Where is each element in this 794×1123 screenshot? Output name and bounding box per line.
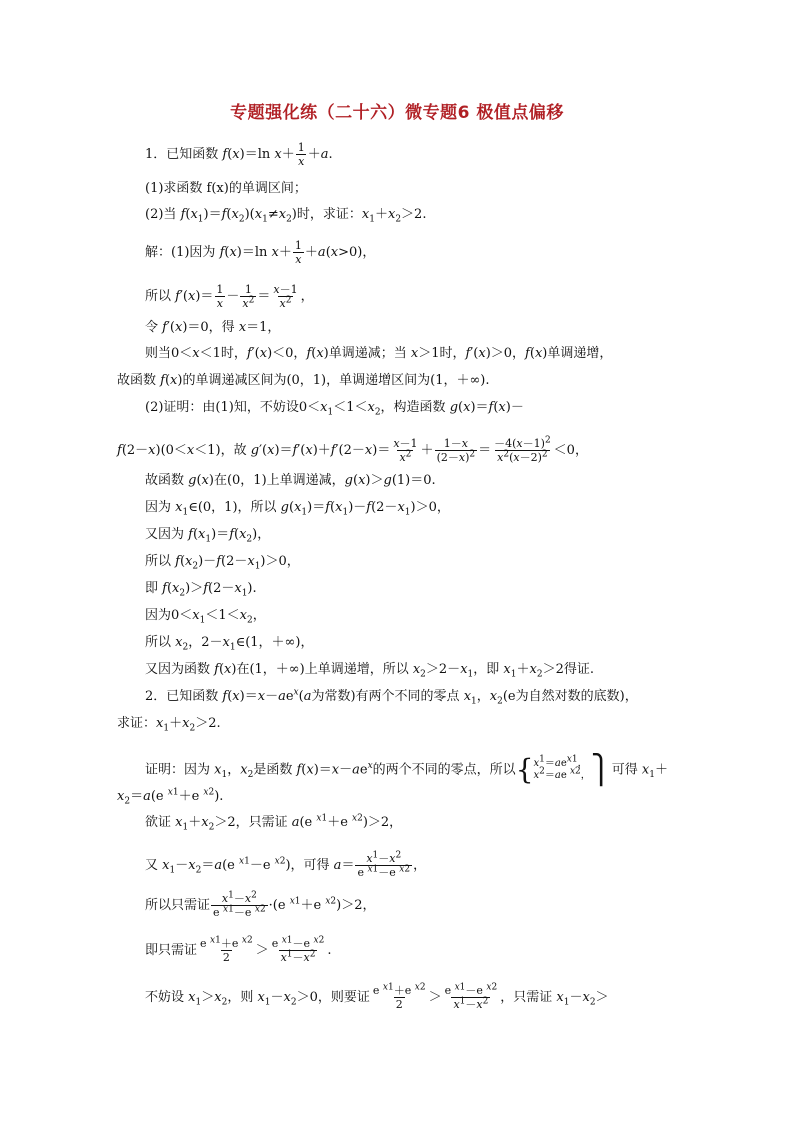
sol1-line7: f(2－x)(0＜x＜1)，故 g′(x)＝f′(x)＋f′(2－x)＝ $\frac{x-1}{x^2}$ ＋ $\frac{1-x}{(2-x)^2}$ ＝ $\frac{-4(x-1)^2}{x^2(x-2)^2}$ ＜0， <box>117 435 588 464</box>
sol1-line5: 故函数 f(x)的单调递减区间为(0，1)，单调递增区间为(1，＋∞). <box>117 373 490 388</box>
sol1-line2: 所以 f′(x)＝ $\frac{1}{x}$ － $\frac{1}{x^2}$ ＝ $\frac{x-1}{x^2}$ ， <box>145 283 314 310</box>
q1-part1: (1)求函数 f(x)的单调区间； <box>145 181 307 196</box>
sol1-line12: 即 $f(x_2)>f(2-x_1)$. <box>145 581 257 599</box>
sol2-line4: 又 $x_1-x_2=a(e$ $^{x1}$－e $^{x2}$)，可得 a＝ $\frac{x^1-x^2}{e ^{x1}-e ^{x2}}$ ， <box>145 850 427 879</box>
page-title: 专题强化练（二十六）微专题6 极值点偏移 <box>230 103 564 123</box>
q2-stem-cont: 求证：$x_1+x_2>2$. <box>117 716 221 734</box>
q2-stem: 2．已知函数 $f(x)=x-ae^x(a$为常数)有两个不同的零点 $x_1$，$x_2(e$为自然对数的底数)， <box>145 687 638 707</box>
sol1-line9: 因为 $x_1\in(0$，1)，所以 $g(x_1)=f(x_1)-f(2-x_1)>0$， <box>145 500 450 518</box>
sol1-line15: 又因为函数 f(x)在(1，＋∞)上单调递增，所以 $x_2>2-x_1$，即 $x_1+x_2>2$得证. <box>145 662 594 680</box>
sol2-line6: 即只需证 $\frac{e ^{x1}+e ^{x2}}{2}$ ＞ $\frac{e ^{x1}-e ^{x2}}{x^1-x^2}$ . <box>145 935 332 964</box>
sol2-line5: 所以只需证 $\frac{x^1-x^2}{e ^{x1}-e ^{x2}}$ ·(e $^{x1}$＋e $^{x2}$)＞2， <box>145 890 376 919</box>
sol1-line1: 解：(1)因为 f(x)＝ln x＋ $\frac{1}{x}$ ＋a(x>0)， <box>145 239 376 266</box>
sol1-line13: 因为$0<x_1<1<x_2$， <box>145 608 266 626</box>
sol2-line2: $x_2=a(e$ $^{x1}$＋e $^{x2}$). <box>117 787 224 807</box>
sol1-line3: 令 f′(x)＝0，得 x＝1， <box>145 320 281 335</box>
sol1-line11: 所以 $f(x_2)-f(2-x_1)>0$， <box>145 554 300 572</box>
sol1-line8: 故函数 g(x)在(0，1)上单调递减，g(x)＞g(1)＝0. <box>145 473 436 488</box>
sol2-line7: 不妨设 $x_1>x_2$，则 $x_1-x_2>0$，则要证 $\frac{e ^{x1}+e ^{x2}}{2}$ ＞ $\frac{e ^{x1}-e ^{x2}}{x^1-x^2}$ ，只需证 $x_1-x_2>$ <box>145 982 609 1011</box>
q1-stem: 1．已知函数 f(x)＝ln x＋ $\frac{1}{x}$ ＋a. <box>145 141 333 168</box>
sol1-line4: 则当0＜x＜1时，f′(x)＜0，f(x)单调递减；当 x＞1时，f′(x)＞0，f(x)单调递增， <box>145 346 613 361</box>
sol2-line3: 欲证 $x_1+x_2>2$，只需证 a(e $^{x1}$＋e $^{x2}$)＞2， <box>145 813 403 833</box>
sol1-line10: 又因为 $f(x_1)=f(x_2)$， <box>145 527 271 545</box>
sol1-line6: (2)证明：由(1)知，不妨设$0<x_1<1<x_2$，构造函数 g(x)＝f(x)－ <box>145 400 524 418</box>
sol2-line1: 证明：因为 $x_1$，$x_2$是函数 $f(x)=x-ae^x$的两个不同的零点，所以{ $x^1=ae^{x1}$， $x^2=ae$ $^{x2}$， ⎫可得 $x_1+$ <box>145 753 669 786</box>
q1-part2: (2)当 $f(x_1)=f(x_2)(x_1\ne x_2)$时，求证：$x_1+x_2>2$. <box>145 207 427 225</box>
sol1-line14: 所以 $x_2$，$2-x_1\in(1$，＋∞)， <box>145 635 314 653</box>
